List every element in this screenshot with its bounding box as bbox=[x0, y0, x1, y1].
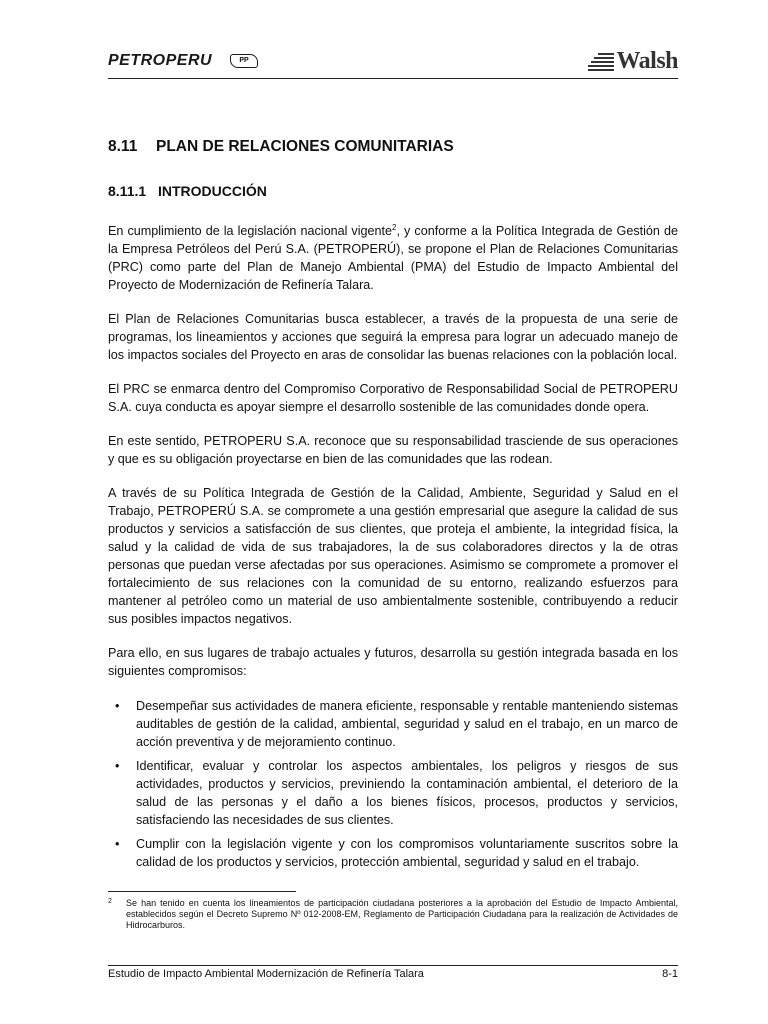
walsh-logo bbox=[588, 46, 678, 76]
footnote-mark: 2 bbox=[108, 898, 112, 905]
footer-divider bbox=[108, 965, 678, 966]
paragraph-6: Para ello, en sus lugares de trabajo actuales y futuros, desarrolla su gestión integrada basada en los siguientes compromisos: bbox=[108, 646, 678, 678]
footnote-text: Se han tenido en cuenta los lineamientos de participación ciudadana posteriores a la aprobación del Estudio de Impacto Ambiental, establecidos según el Decreto Supremo Nº 012-2008-EM, Reglamento de Participación Ciudadana para la realización de Actividades de Hidrocarburos. bbox=[126, 898, 678, 930]
paragraph-1-end: , y conforme a la Política Integrada de Gestión de la Empresa Petróleos del Perú S.A. (PETROPERÚ), se propone el Plan de Relaciones Comunitarias (PRC) como parte del Plan de Manejo Ambiental (PMA) del Estudio de Impacto Ambiental del Proyecto de Modernización de Refinería Talara. bbox=[108, 224, 678, 292]
list-item: • Desempeñar sus actividades de manera eficiente, responsable y rentable manteniendo sistemas auditables de gestión de la calidad, ambiental, seguridad y salud en el trabajo, en un marco de acción preventiva y de mejoramiento continuo. bbox=[115, 699, 678, 749]
petroperu-logo-mark: PP bbox=[230, 54, 258, 68]
bullet-icon: • bbox=[115, 837, 120, 851]
document-body bbox=[108, 138, 678, 877]
subsection-number: 8.11.1 bbox=[108, 183, 147, 199]
subsection-heading bbox=[108, 182, 678, 200]
list-item: • Identificar, evaluar y controlar los aspectos ambientales, los peligros y riesgos de sus actividades, productos y servicios, previniendo la contaminación ambiental, el deterioro de la salud de las personas y el daño a los bienes físicos, procesos, productos y servicios, satisfaciendo las necesidades de sus clientes. bbox=[115, 759, 678, 827]
walsh-logo-text: Walsh bbox=[616, 47, 678, 74]
paragraph-1-start: En cumplimiento de la legislación nacional vigente bbox=[108, 224, 393, 238]
page-header bbox=[108, 46, 678, 76]
paragraph-2: El Plan de Relaciones Comunitarias busca establecer, a través de la propuesta de una serie de programas, los lineamientos y acciones que seguirá la empresa para lograr un adecuado manejo de los impactos sociales del Proyecto en aras de consolidar las buenas relaciones con la población local. bbox=[108, 312, 678, 362]
paragraph-4: En este sentido, PETROPERU S.A. reconoce que su responsabilidad trasciende de sus operaciones y que es su obligación proyectarse en bien de las comunidades que las rodean. bbox=[108, 434, 678, 466]
section-title: PLAN DE RELACIONES COMUNITARIAS bbox=[156, 138, 454, 155]
bullet-icon: • bbox=[115, 759, 120, 773]
commitments-list bbox=[108, 697, 678, 871]
section-number: 8.11 bbox=[108, 138, 138, 155]
footnote-divider bbox=[108, 891, 296, 892]
walsh-lines-icon bbox=[588, 51, 614, 71]
page-number: 8-1 bbox=[662, 968, 678, 980]
list-item: • Cumplir con la legislación vigente y con los compromisos voluntariamente suscritos sobre la calidad de los productos y servicios, protección ambiental, seguridad y salud en el trabajo. bbox=[115, 837, 678, 869]
header-divider bbox=[108, 78, 678, 79]
paragraph-1 bbox=[108, 222, 678, 294]
paragraph-5: A través de su Política Integrada de Gestión de la Calidad, Ambiente, Seguridad y Salud en el Trabajo, PETROPERÚ S.A. se compromete a una gestión empresarial que asegure la calidad de sus productos y servicios a satisfacción de sus clientes, que proteja el ambiente, la integridad física, la salud y la calidad de vida de sus trabajadores, la de sus colaboradores directos y la de otras personas que puedan verse afectadas por sus operaciones. Asimismo se compromete a promover el fortalecimiento de sus relaciones con la comunidad de su entorno, realizando esfuerzos para mantener al petróleo como un material de uso ambientalmente sostenible, contribuyendo a reducir sus posibles impactos negativos. bbox=[108, 486, 678, 626]
footer-document-title: Estudio de Impacto Ambiental Modernización de Refinería Talara bbox=[108, 968, 424, 980]
paragraph-3: El PRC se enmarca dentro del Compromiso Corporativo de Responsabilidad Social de PETROPERU S.A. cuya conducta es apoyar siempre el desarrollo sostenible de las comunidades donde opera. bbox=[108, 382, 678, 414]
subsection-title: INTRODUCCIÓN bbox=[158, 183, 267, 199]
footnote bbox=[108, 898, 678, 931]
bullet-icon: • bbox=[115, 699, 120, 713]
section-heading bbox=[108, 138, 678, 156]
petroperu-logo: PETROPERU bbox=[108, 52, 213, 69]
footnote-reference: 2 bbox=[392, 222, 397, 232]
